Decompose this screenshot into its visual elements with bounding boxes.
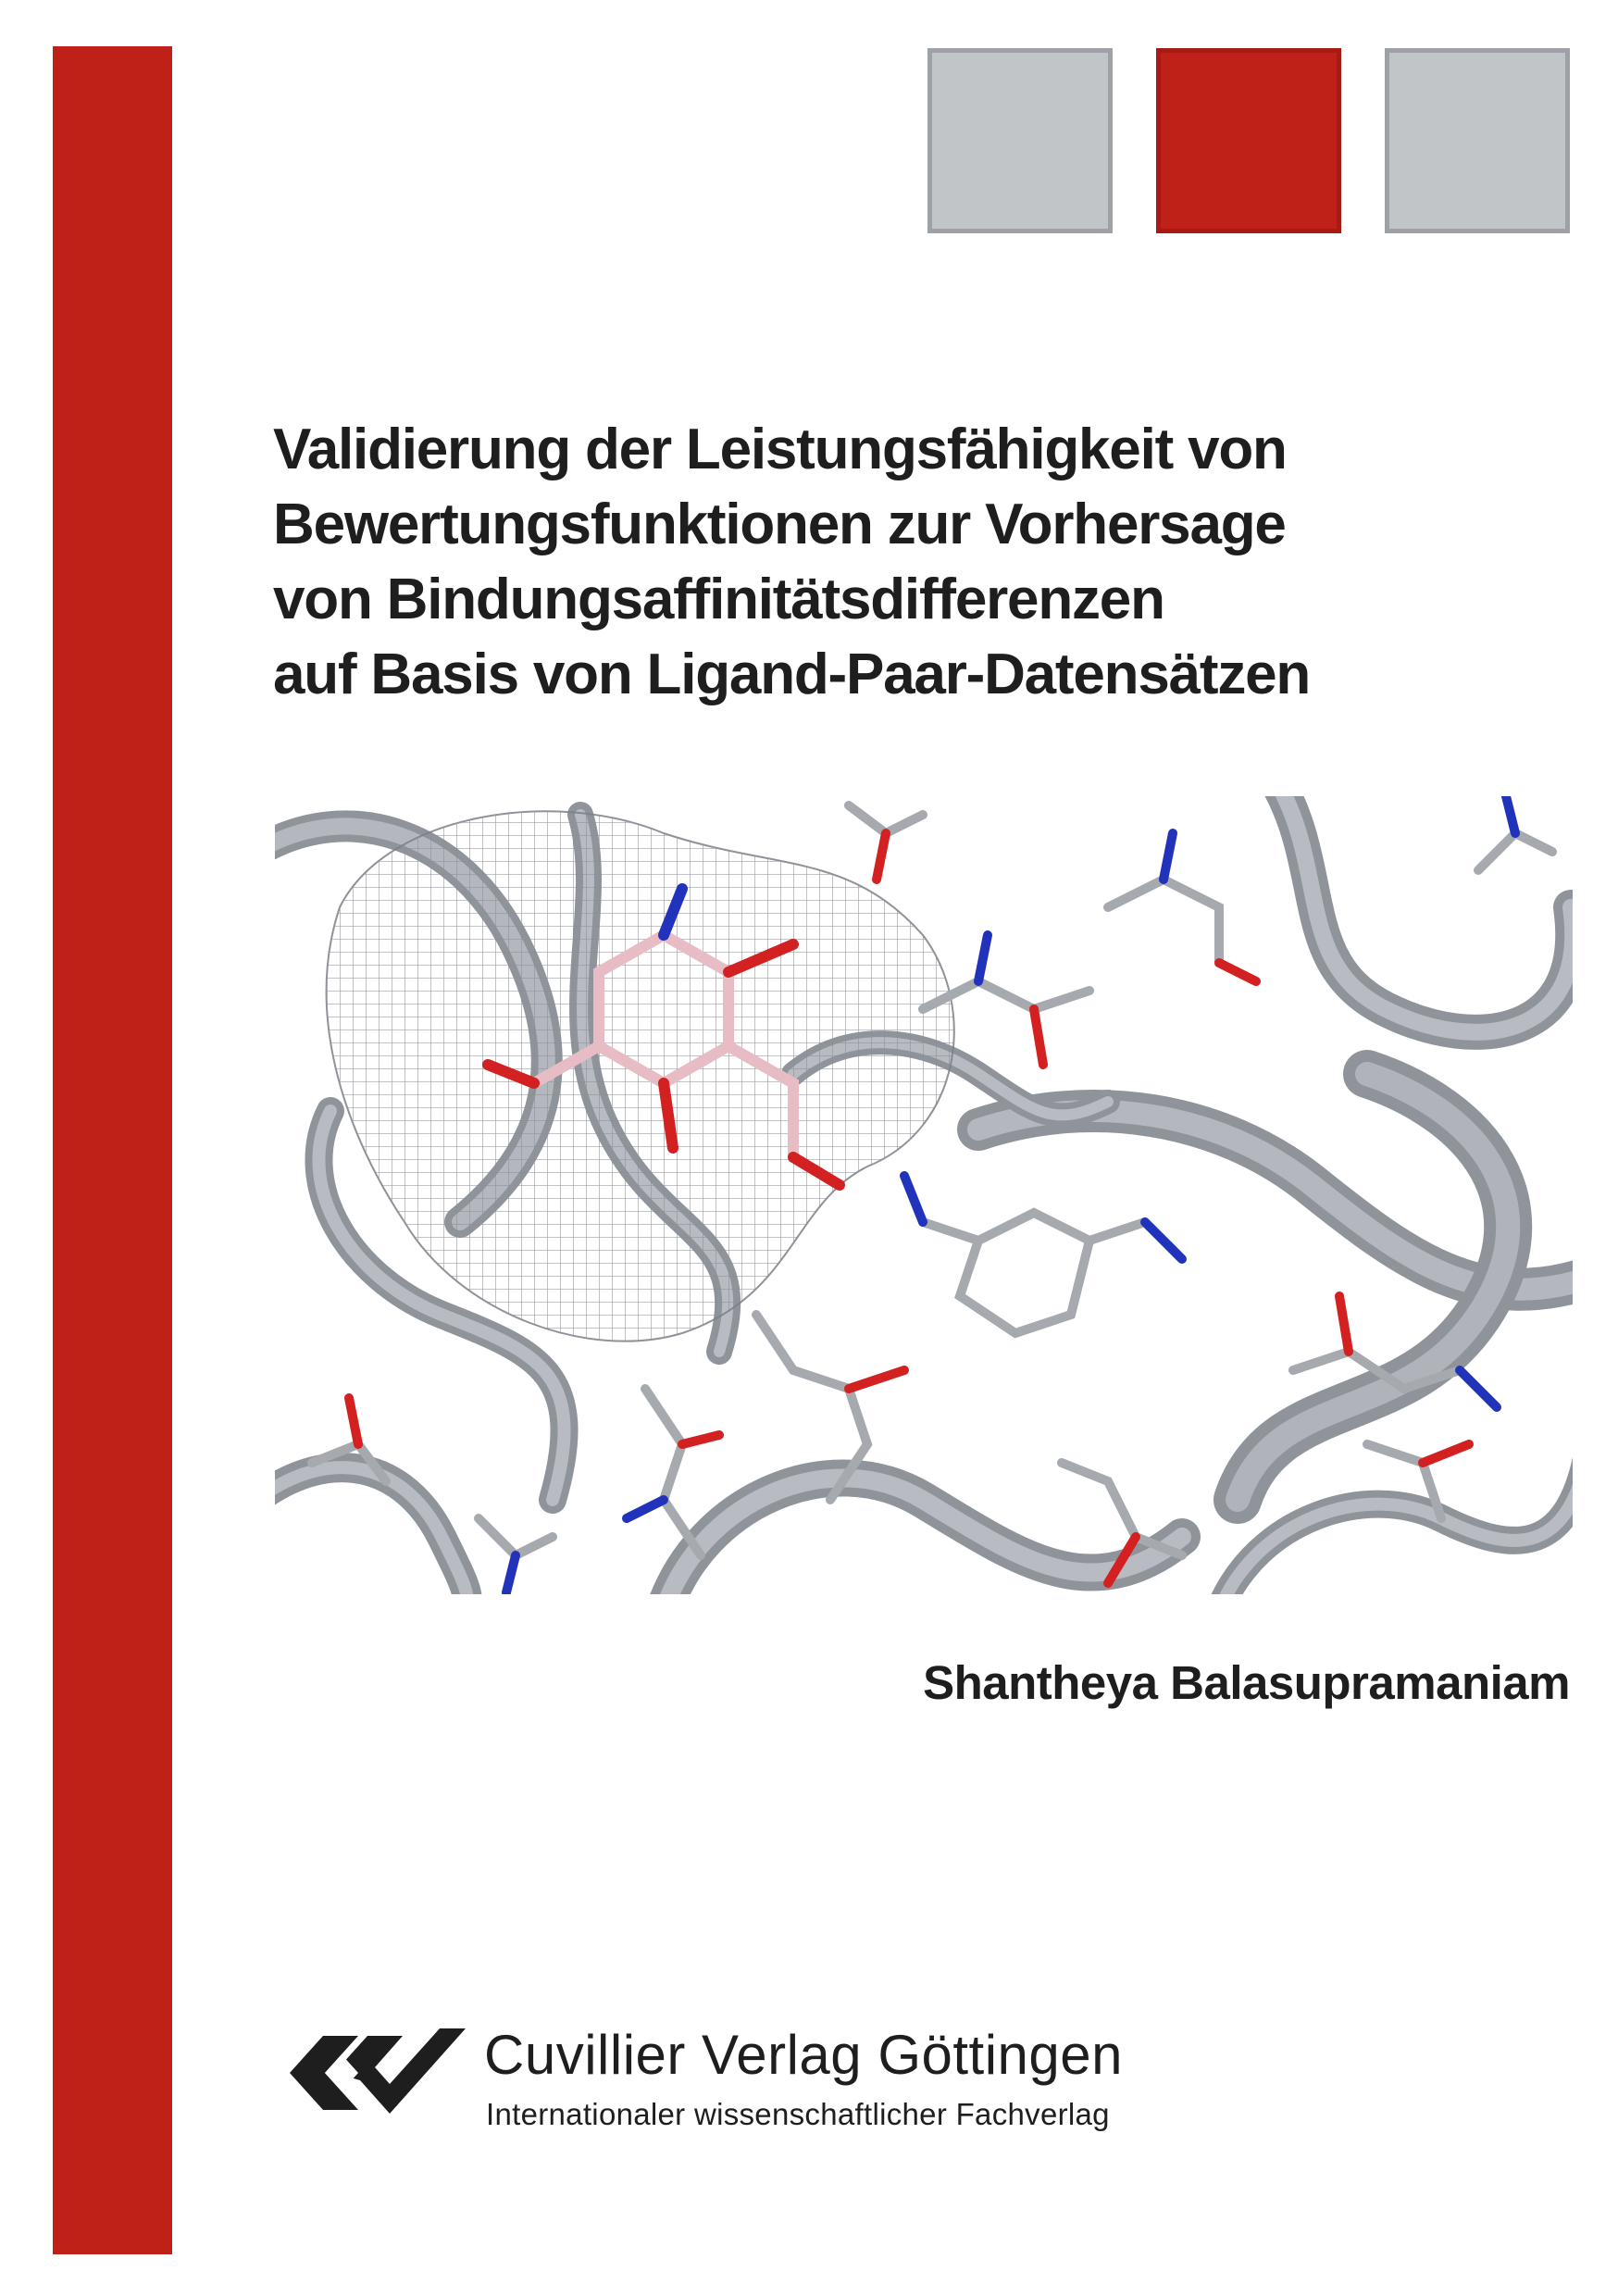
red-side-bar: [53, 46, 172, 2254]
title-line: Validierung der Leistungsfähigkeit von: [273, 418, 1287, 481]
structure-illustration: [275, 796, 1573, 1594]
publisher-subtitle: Internationaler wissenschaftlicher Fachverlag: [486, 2097, 1110, 2131]
grey-square-right: [1385, 48, 1570, 233]
binding-pocket-mesh: [327, 811, 954, 1341]
protein-ligand-structure-image: [275, 796, 1573, 1594]
grey-square-left: [927, 48, 1113, 233]
author-name: Shantheya Balasupramaniam: [923, 1656, 1570, 1709]
title-line: von Bindungsaffinitätsdifferenzen: [273, 568, 1164, 631]
title-line: auf Basis von Ligand-Paar-Datensätzen: [273, 643, 1311, 706]
publisher-name: Cuvillier Verlag Göttingen: [484, 2024, 1124, 2086]
title-line: Bewertungsfunktionen zur Vorhersage: [273, 493, 1286, 556]
red-square-middle: [1156, 48, 1341, 233]
book-title: [273, 412, 1587, 712]
cuvillier-logo-icon: [282, 2023, 467, 2123]
